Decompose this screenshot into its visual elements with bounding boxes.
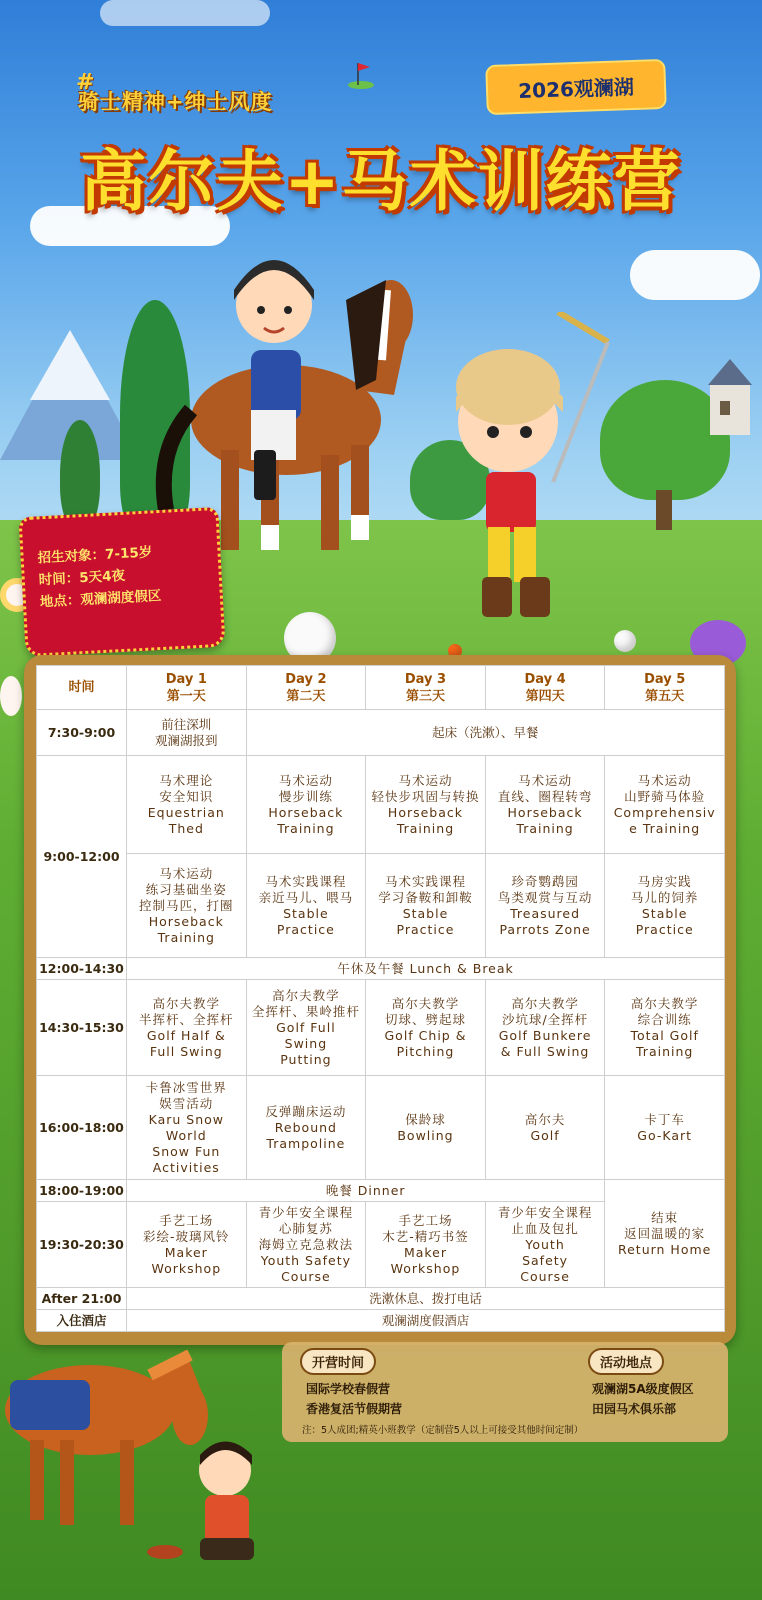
- cloud: [630, 250, 760, 300]
- info-age: 招生对象：7-15岁: [37, 544, 153, 567]
- page-title: 高尔夫+马术训练营: [80, 143, 682, 220]
- schedule-cell: 高尔夫教学 综合训练 Total Golf Training: [605, 980, 725, 1076]
- schedule-merged-cell: 洗漱休息、拨打电话: [127, 1288, 725, 1310]
- schedule-cell: 手艺工场 彩绘-玻璃风铃 Maker Workshop: [127, 1202, 247, 1288]
- schedule-merged-cell: 午休及午餐 Lunch & Break: [127, 958, 725, 980]
- open-time-label: 开营时间: [300, 1348, 376, 1375]
- schedule-cell: 卡鲁冰雪世界 娱雪活动 Karu Snow World Snow Fun Activities: [127, 1076, 247, 1180]
- time-slot: 19:30-20:30: [37, 1202, 127, 1288]
- open-time-1: 国际学校春假营: [306, 1382, 391, 1396]
- tree-trunk: [656, 490, 672, 530]
- header-day-5: Day 5 第五天: [605, 666, 725, 710]
- golf-flag-icon: [346, 60, 376, 90]
- flower-icon: [0, 676, 22, 716]
- time-slot: 14:30-15:30: [37, 980, 127, 1076]
- venue-2: 田园马术俱乐部: [592, 1402, 677, 1416]
- info-location: 地点：观澜湖度假区: [39, 587, 162, 611]
- schedule-merged-cell: 晚餐 Dinner: [127, 1180, 605, 1202]
- kid-feeding-pony-illustration: [0, 1340, 300, 1570]
- schedule-table: [36, 665, 725, 1332]
- time-slot: 入住酒店: [37, 1310, 127, 1332]
- schedule-merged-cell: 起床（洗漱）、早餐: [246, 710, 724, 756]
- header-time: 时间: [37, 666, 127, 710]
- golfer-illustration: [448, 312, 628, 632]
- footer-note: 注：5人成团;精英小班教学（定制营5人以上可接受其他时间定制）: [302, 1425, 584, 1436]
- info-duration: 时间：5天4夜: [38, 567, 126, 589]
- venue-1: 观澜湖5A级度假区: [592, 1382, 694, 1396]
- time-slot: 18:00-19:00: [37, 1180, 127, 1202]
- schedule-cell: 反弹蹦床运动 Rebound Trampoline: [246, 1076, 366, 1180]
- schedule-cell: 马房实践 马儿的饲养 Stable Practice: [605, 854, 725, 958]
- schedule-cell: 保龄球 Bowling: [366, 1076, 486, 1180]
- schedule-cell: 高尔夫教学 半挥杆、全挥杆 Golf Half & Full Swing: [127, 980, 247, 1076]
- schedule-cell: 卡丁车 Go-Kart: [605, 1076, 725, 1180]
- header-day-4: Day 4 第四天: [485, 666, 605, 710]
- time-slot: 16:00-18:00: [37, 1076, 127, 1180]
- schedule-cell: 青少年安全课程 心肺复苏 海姆立克急救法 Youth Safety Course: [246, 1202, 366, 1288]
- schedule-cell: 结束 返回温暖的家 Return Home: [605, 1180, 725, 1288]
- schedule-cell: 马术运动 直线、圈程转弯 Horseback Training: [485, 756, 605, 854]
- castle-icon: [700, 355, 758, 435]
- schedule-cell: 高尔夫教学 切球、劈起球 Golf Chip & Pitching: [366, 980, 486, 1076]
- schedule-cell: 马术实践课程 亲近马儿、喂马 Stable Practice: [246, 854, 366, 958]
- venue-label: 活动地点: [588, 1348, 664, 1375]
- mountain-snow-icon: [30, 330, 110, 400]
- schedule-cell: 马术运动 慢步训练 Horseback Training: [246, 756, 366, 854]
- year-badge: 2026观澜湖: [485, 59, 667, 115]
- schedule-cell: 手艺工场 木艺-精巧书签 Maker Workshop: [366, 1202, 486, 1288]
- schedule-cell: 珍奇鹦鹉园 鸟类观赏与互动 Treasured Parrots Zone: [485, 854, 605, 958]
- schedule-cell: 马术运动 练习基础坐姿 控制马匹，打圈 Horseback Training: [127, 854, 247, 958]
- schedule-cell: 前往深圳 观澜湖报到: [127, 710, 247, 756]
- tagline: 骑士精神+绅士风度: [78, 90, 273, 114]
- cloud: [100, 0, 270, 26]
- header-day-2: Day 2 第二天: [246, 666, 366, 710]
- time-slot: 12:00-14:30: [37, 958, 127, 980]
- time-slot: 7:30-9:00: [37, 710, 127, 756]
- schedule-cell: 马术运动 山野骑马体验 Comprehensiv e Training: [605, 756, 725, 854]
- schedule-merged-cell: 观澜湖度假酒店: [127, 1310, 725, 1332]
- schedule-cell: 马术运动 轻快步巩固与转换 Horseback Training: [366, 756, 486, 854]
- time-slot: 9:00-12:00: [37, 756, 127, 958]
- schedule-card: [24, 655, 736, 1345]
- schedule-cell: 高尔夫教学 全挥杆、果岭推杆 Golf Full Swing Putting: [246, 980, 366, 1076]
- schedule-cell: 青少年安全课程 止血及包扎 Youth Safety Course: [485, 1202, 605, 1288]
- schedule-cell: 马术实践课程 学习备鞍和卸鞍 Stable Practice: [366, 854, 486, 958]
- header-day-3: Day 3 第三天: [366, 666, 486, 710]
- footer-panel: [282, 1342, 728, 1442]
- schedule-cell: 高尔夫 Golf: [485, 1076, 605, 1180]
- open-time-2: 香港复活节假期营: [306, 1402, 403, 1416]
- info-banner: [18, 507, 225, 657]
- golf-ball-icon: [614, 630, 636, 652]
- header-day-1: Day 1 第一天: [127, 666, 247, 710]
- schedule-cell: 马术理论 安全知识 Equestrian Thed: [127, 756, 247, 854]
- schedule-cell: 高尔夫教学 沙坑球/全挥杆 Golf Bunkere & Full Swing: [485, 980, 605, 1076]
- hash-mark: #: [76, 70, 95, 95]
- time-slot: After 21:00: [37, 1288, 127, 1310]
